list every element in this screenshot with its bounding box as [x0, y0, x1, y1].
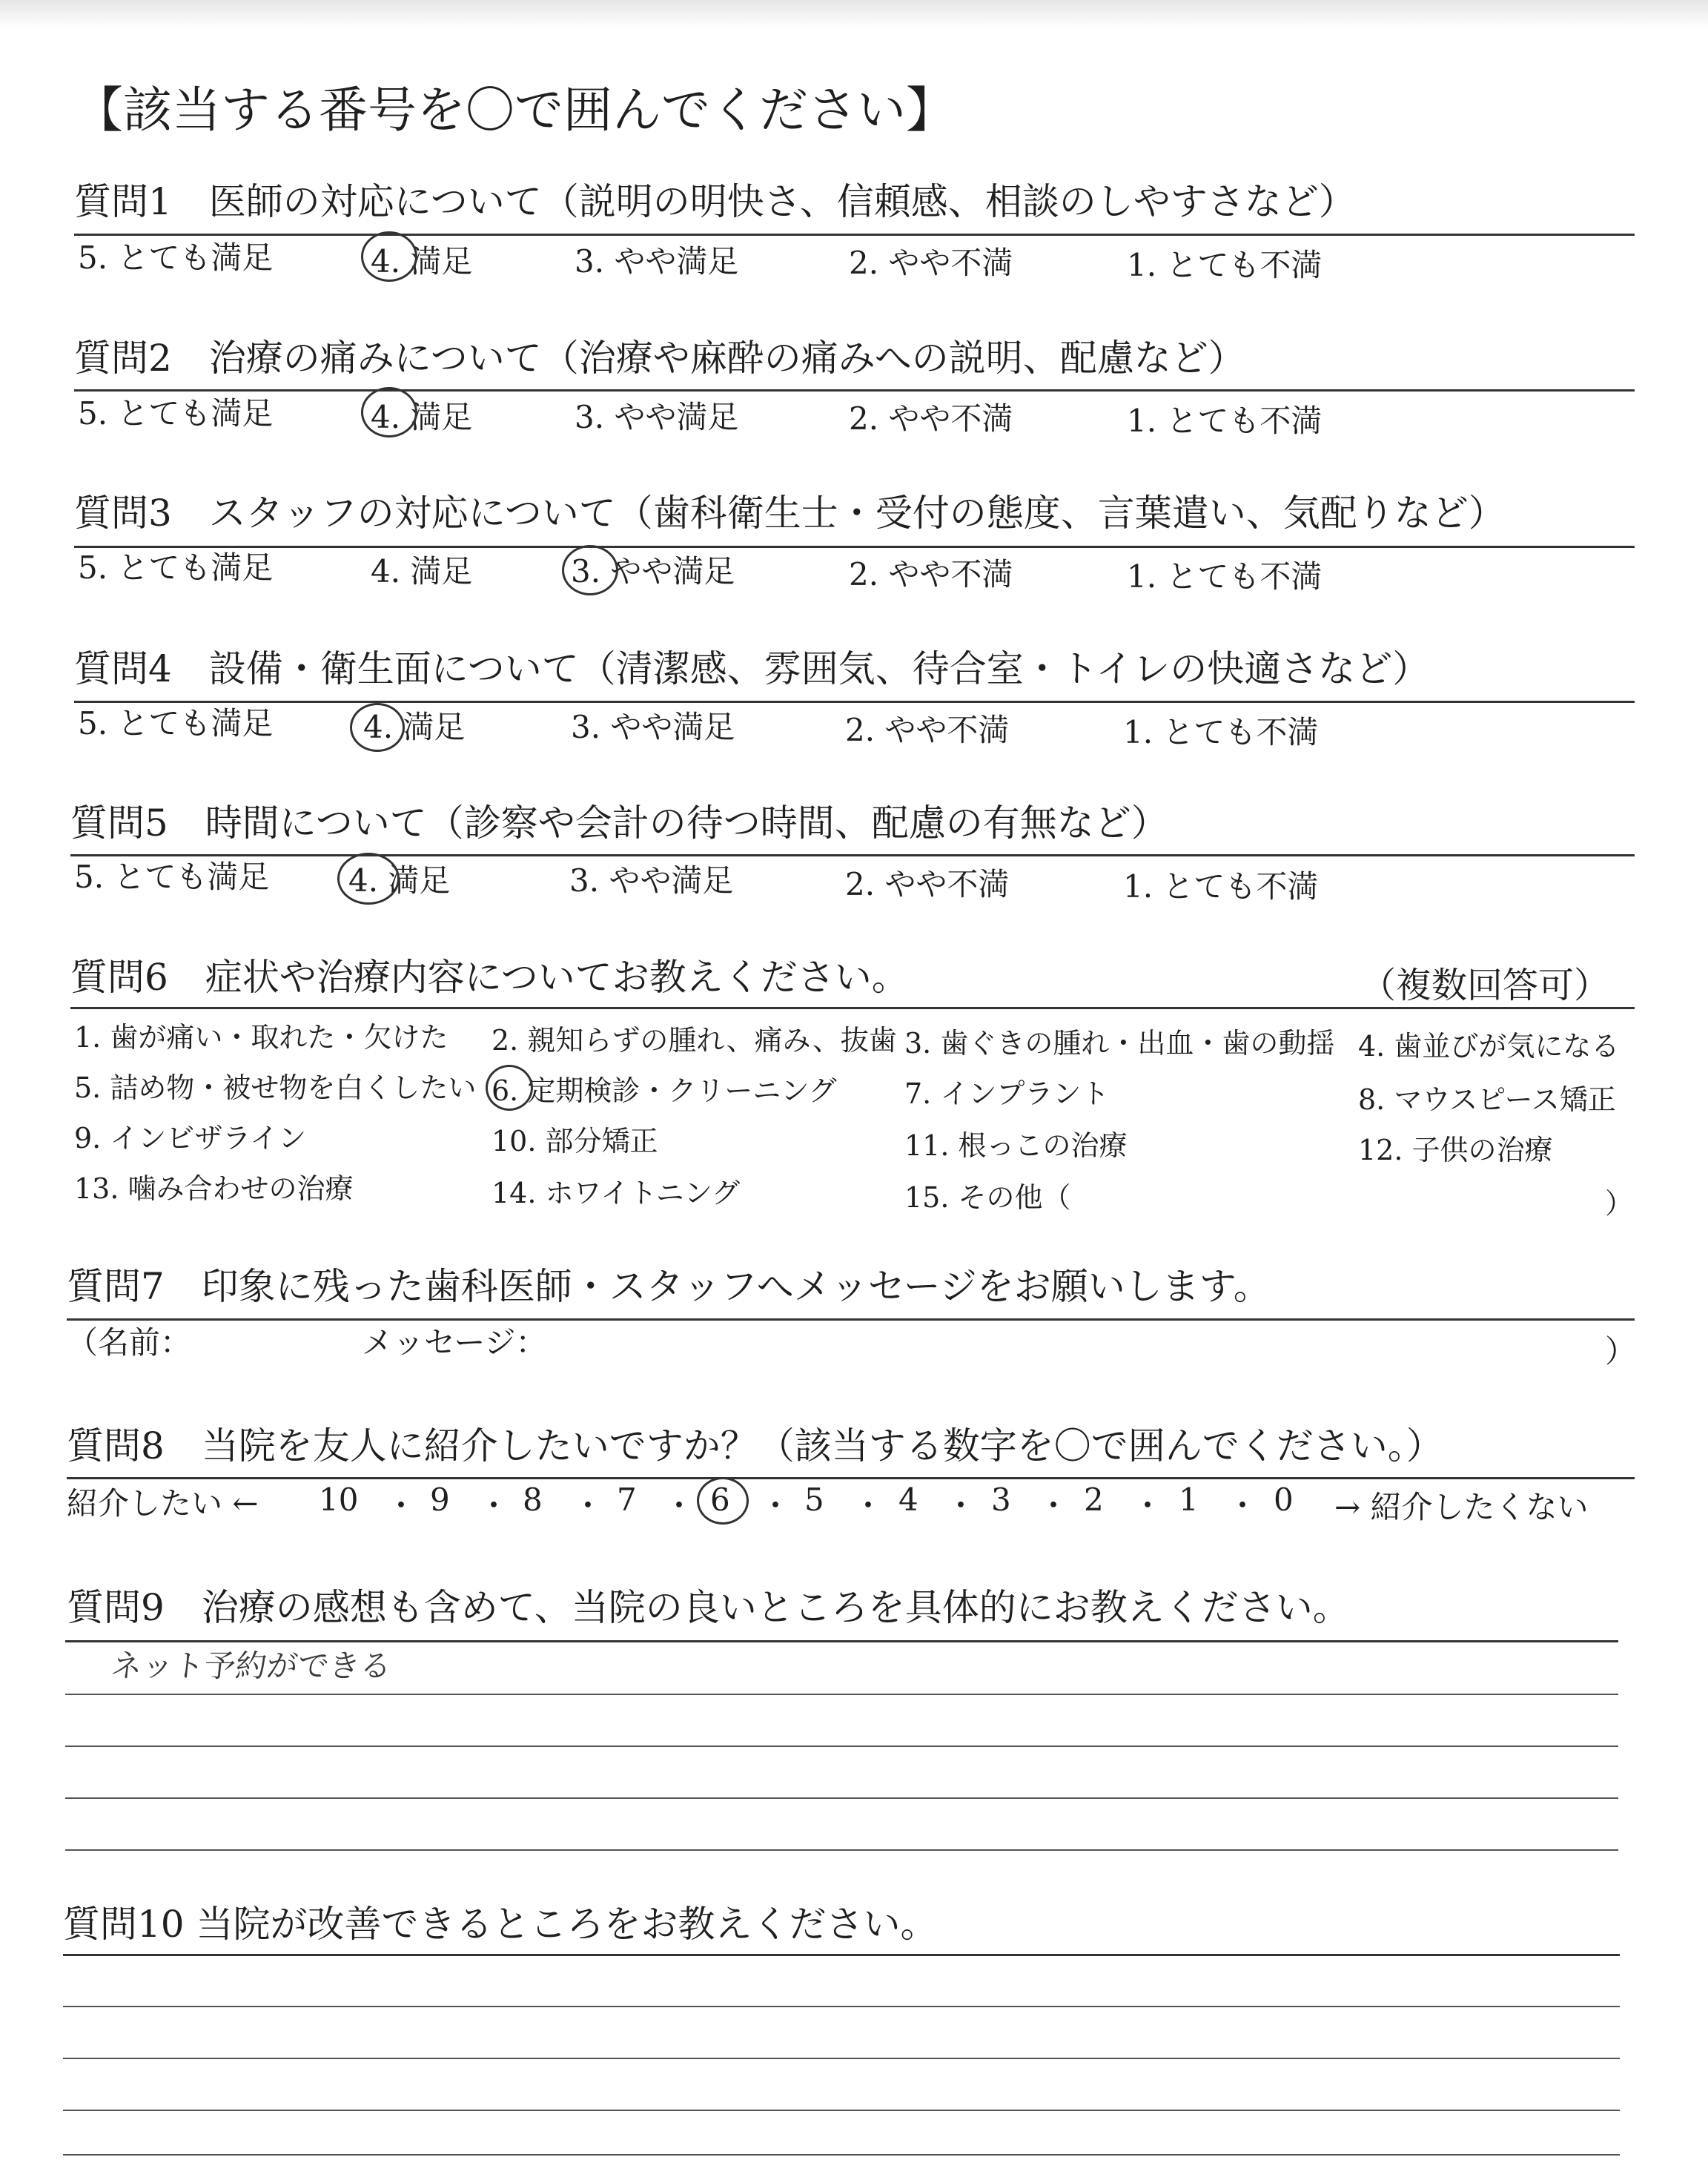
- q3-option-3[interactable]: 3. やや満足: [571, 553, 735, 589]
- q10-answer-line: [63, 2110, 1620, 2111]
- question-10-title: 質問10 当院が改善できるところをお教えください。: [63, 1903, 938, 1946]
- q3-option-1[interactable]: 1. とても不満: [1127, 558, 1323, 595]
- q4-option-4[interactable]: 4. 満足: [363, 709, 466, 745]
- question-2-title: 質問2 治療の痛みについて（治療や麻酔の痛みへの説明、配慮など）: [74, 337, 1245, 380]
- q2-option-2[interactable]: 2. やや不満: [849, 400, 1013, 437]
- q1-option-1[interactable]: 1. とても不満: [1127, 247, 1323, 283]
- q6-item-6[interactable]: 6. 定期検診・クリーニング: [491, 1074, 837, 1107]
- question-6-note: （複数回答可）: [1360, 965, 1610, 1006]
- q2-option-4[interactable]: 4. 満足: [371, 399, 473, 435]
- question-10-rule: [63, 1954, 1620, 1956]
- q4-option-1[interactable]: 1. とても不満: [1123, 714, 1319, 750]
- q8-scale-8[interactable]: 8: [523, 1482, 543, 1518]
- page-title: 【該当する番号を〇で囲んでください】: [74, 82, 955, 139]
- q8-scale-10[interactable]: 10: [319, 1482, 359, 1518]
- question-5-rule: [70, 854, 1635, 856]
- q1-option-5[interactable]: 5. とても満足: [78, 240, 274, 276]
- q2-option-1[interactable]: 1. とても不満: [1127, 403, 1323, 439]
- q8-scale-0[interactable]: 0: [1274, 1482, 1294, 1518]
- q8-left-label: 紹介したい ←: [67, 1485, 259, 1522]
- q3-answer-circle: [562, 545, 618, 595]
- q2-option-3[interactable]: 3. やや満足: [575, 399, 739, 435]
- q5-option-1[interactable]: 1. とても不満: [1123, 868, 1319, 905]
- q5-option-3[interactable]: 3. やや満足: [569, 862, 734, 899]
- q8-scale-sep: ・: [853, 1487, 884, 1524]
- q1-answer-circle: [361, 231, 417, 282]
- q8-answer-circle: [697, 1477, 749, 1525]
- q8-scale-sep: ・: [572, 1487, 604, 1524]
- q4-option-3[interactable]: 3. やや満足: [571, 709, 735, 745]
- q6-item-3[interactable]: 3. 歯ぐきの腫れ・出血・歯の動揺: [904, 1027, 1335, 1060]
- question-3-title: 質問3 スタッフの対応について（歯科衛生士・受付の態度、言葉遣い、気配りなど）: [74, 492, 1506, 535]
- question-1-rule: [74, 234, 1635, 236]
- q6-item-1[interactable]: 1. 歯が痛い・取れた・欠けた: [74, 1021, 448, 1054]
- q8-scale-4[interactable]: 4: [898, 1482, 918, 1518]
- question-5-title: 質問5 時間について（診察や会計の待つ時間、配慮の有無など）: [70, 802, 1168, 845]
- q4-option-5[interactable]: 5. とても満足: [78, 705, 274, 742]
- q9-answer-line: [65, 1694, 1618, 1695]
- q6-item-13[interactable]: 13. 噛み合わせの治療: [74, 1172, 354, 1205]
- q4-option-2[interactable]: 2. やや不満: [845, 712, 1010, 748]
- q8-right-label: → 紹介したくない: [1334, 1489, 1589, 1525]
- question-8-title: 質問8 当院を友人に紹介したいですか？（該当する数字を〇で囲んでください。）: [67, 1424, 1443, 1467]
- q8-scale-2[interactable]: 2: [1084, 1482, 1104, 1518]
- question-7-title: 質問7 印象に残った歯科医師・スタッフへメッセージをお願いします。: [67, 1265, 1271, 1308]
- q8-scale-sep: ・: [1227, 1487, 1259, 1524]
- q8-scale-sep: ・: [1038, 1487, 1070, 1524]
- q6-item-4[interactable]: 4. 歯並びが気になる: [1358, 1030, 1620, 1063]
- q6-item-7[interactable]: 7. インプラント: [904, 1077, 1110, 1110]
- scan-edge: [0, 0, 1708, 30]
- question-1-title: 質問1 医師の対応について（説明の明快さ、信頼感、相談のしやすさなど）: [74, 180, 1356, 223]
- question-2-rule: [74, 389, 1635, 392]
- question-8-rule: [67, 1477, 1635, 1479]
- q5-answer-circle: [337, 853, 400, 905]
- question-9-title: 質問9 治療の感想も含めて、当院の良いところを具体的にお教えください。: [67, 1586, 1350, 1629]
- q8-scale-sep: ・: [478, 1487, 510, 1524]
- q8-scale-sep: ・: [385, 1487, 417, 1524]
- q8-scale-5[interactable]: 5: [804, 1482, 824, 1518]
- q8-scale-1[interactable]: 1: [1179, 1482, 1199, 1518]
- q8-scale-9[interactable]: 9: [430, 1482, 450, 1518]
- q1-option-3[interactable]: 3. やや満足: [575, 243, 739, 280]
- q8-scale-6[interactable]: 6: [710, 1482, 730, 1518]
- q3-option-4[interactable]: 4. 満足: [371, 553, 473, 589]
- q5-option-2[interactable]: 2. やや不満: [845, 866, 1010, 902]
- q3-option-5[interactable]: 5. とても満足: [78, 549, 274, 586]
- q6-item-10[interactable]: 10. 部分矯正: [491, 1125, 658, 1157]
- q6-item-8[interactable]: 8. マウスピース矯正: [1358, 1083, 1616, 1116]
- q7-name-label: （名前：: [67, 1324, 192, 1361]
- q9-answer-line: [65, 1745, 1618, 1747]
- q6-item-15-close-paren: ）: [1605, 1187, 1634, 1220]
- question-6-rule: [70, 1007, 1635, 1009]
- q4-answer-circle: [350, 703, 405, 752]
- q7-close-paren: ）: [1605, 1333, 1637, 1370]
- question-4-rule: [74, 701, 1635, 703]
- question-4-title: 質問4 設備・衛生面について（清潔感、雰囲気、待合室・トイレの快適さなど）: [74, 647, 1430, 690]
- q10-answer-line: [63, 2058, 1620, 2059]
- q6-item-15[interactable]: 15. その他（: [904, 1181, 1071, 1214]
- q6-item-9[interactable]: 9. インビザライン: [74, 1122, 307, 1155]
- q2-answer-circle: [361, 387, 417, 437]
- q8-scale-sep: ・: [1132, 1487, 1164, 1524]
- question-7-rule: [67, 1318, 1635, 1321]
- question-3-rule: [74, 546, 1635, 548]
- q8-scale-3[interactable]: 3: [991, 1482, 1011, 1518]
- q6-item-14[interactable]: 14. ホワイトニング: [491, 1177, 741, 1209]
- q7-message-label: メッセージ：: [362, 1324, 547, 1361]
- q6-answer-circle: [486, 1065, 533, 1111]
- q2-option-5[interactable]: 5. とても満足: [78, 395, 274, 432]
- q1-option-4[interactable]: 4. 満足: [371, 243, 473, 280]
- q5-option-4[interactable]: 4. 満足: [348, 862, 451, 899]
- q6-item-11[interactable]: 11. 根っこの治療: [904, 1129, 1128, 1162]
- q3-option-2[interactable]: 2. やや不満: [849, 556, 1013, 592]
- q9-answer-line: [65, 1849, 1618, 1851]
- q10-answer-line: [63, 2006, 1620, 2007]
- q8-scale-sep: ・: [945, 1487, 977, 1524]
- question-6-title: 質問6 症状や治療内容についてお教えください。: [70, 956, 909, 999]
- q9-answer-line: [65, 1797, 1618, 1799]
- q9-handwritten-answer: ネット予約ができる: [109, 1648, 394, 1684]
- q8-scale-7[interactable]: 7: [617, 1482, 637, 1518]
- q8-scale-sep: ・: [760, 1487, 792, 1524]
- q6-item-2[interactable]: 2. 親知らずの腫れ、痛み、抜歯: [491, 1024, 897, 1057]
- q5-option-5[interactable]: 5. とても満足: [74, 859, 270, 895]
- q10-answer-line: [63, 2154, 1620, 2156]
- q6-item-12[interactable]: 12. 子供の治療: [1358, 1134, 1553, 1166]
- q1-option-2[interactable]: 2. やや不満: [849, 245, 1013, 281]
- q6-item-5[interactable]: 5. 詰め物・被せ物を白くしたい: [74, 1071, 477, 1104]
- q8-scale-sep: ・: [663, 1487, 695, 1524]
